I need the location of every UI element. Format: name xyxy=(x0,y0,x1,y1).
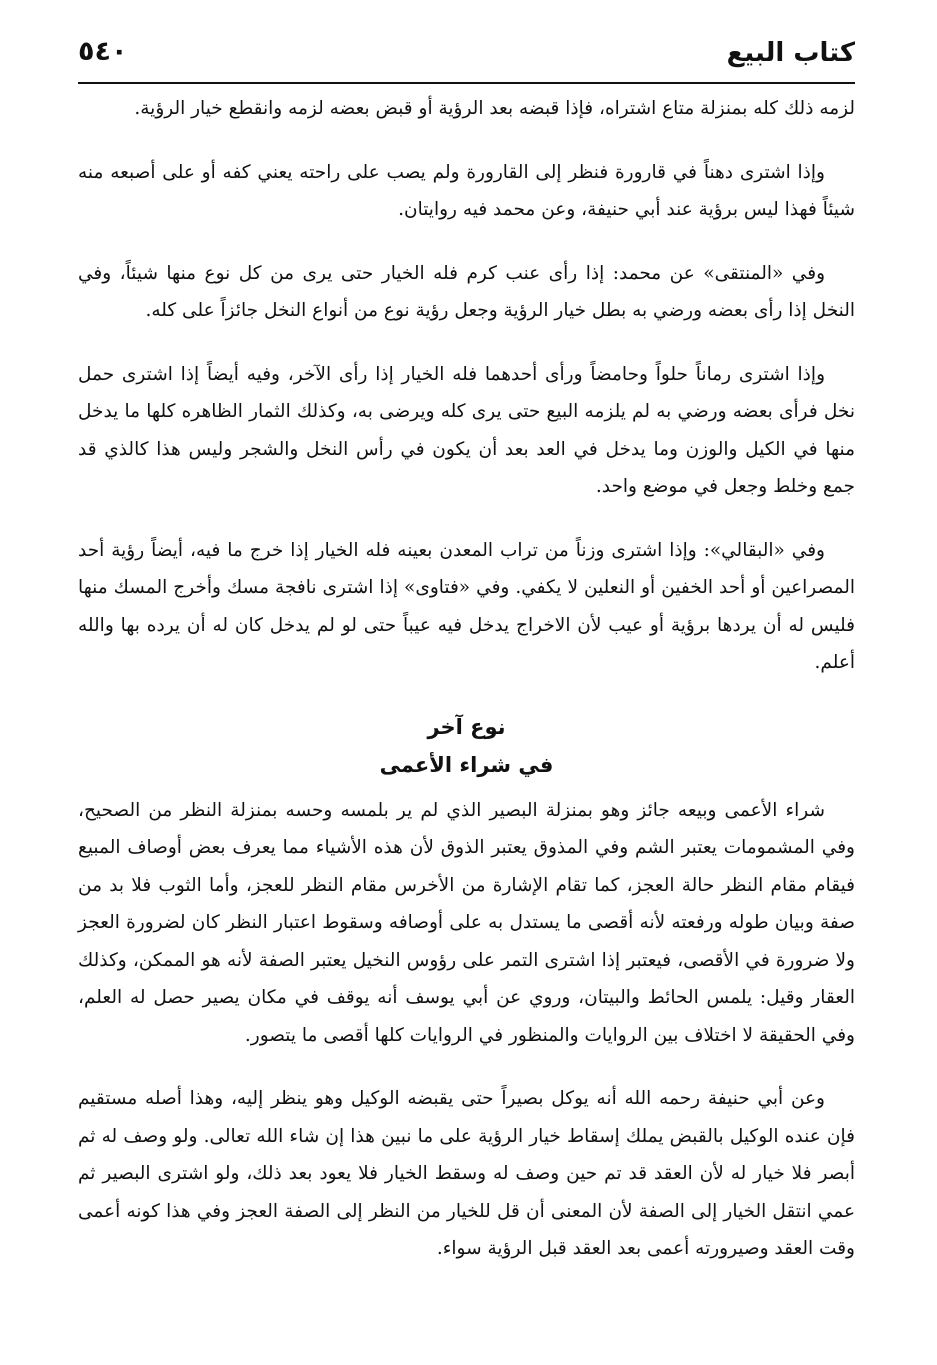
paragraph: وعن أبي حنيفة رحمه الله أنه يوكل بصيراً حتى يقبضه الوكيل وهو ينظر إليه، وهذا أصله مستقيم فإن عنده الوكيل بالقبض يملك إسقاط خيار الرؤية على ما نبين هذا إن شاء الله تعالى. ولو وصف له ثم أبصر فلا خيار له لأن العقد قد تم حين وصف له وسقط الخيار فلا يعود بعد ذلك، ولو اشترى البصير ثم عمي انتقل الخيار إلى الصفة لأن المعنى أن قل للخيار من النظر إلى الصفة العجز وفي هذا كونه أعمى وقت العقد وصيرورته أعمى بعد العقد قبل الرؤية سواء. xyxy=(78,1088,855,1259)
header-divider xyxy=(78,82,855,84)
paragraph: وإذا اشترى دهناً في قارورة فنظر إلى القارورة ولم يصب على راحته يعني كفه أو على أصبعه منه شيئاً فهذا ليس برؤية عند أبي حنيفة، وعن محمد فيه روايتان. xyxy=(78,161,855,220)
book-title: كتاب البيع xyxy=(726,38,855,68)
paragraph: وإذا اشترى رماناً حلواً وحامضاً ورأى أحدهما فله الخيار إذا رأى الآخر، وفيه أيضاً إذا اشترى حمل نخل فرأى بعضه ورضي به لم يلزمه البيع حتى يرى كله ويرضى به، وكذلك الثمار الظاهره كلها ما يدخل منها في الكيل والوزن وما يدخل في العد بعد أن يكون في رأس النخل والشجر وليس هذا كالذي قد جمع وخلط وجعل في موضع واحد. xyxy=(78,363,855,497)
page-number: ٥٤٠ xyxy=(78,36,128,67)
page-body xyxy=(78,90,855,1294)
paragraph: شراء الأعمى وبيعه جائز وهو بمنزلة البصير الذي لم ير بلمسه وحسه بمنزلة النظر من الصحيح، وفي المشمومات يعتبر الشم وفي المذوق يعتبر الذوق لأن هذه الأشياء مما يعرف بعض أوصاف المبيع فيقام مقام النظر حالة العجز، كما تقام الإشارة من الأخرس مقام النظر للعجز، وأما الثوب فلا بد من صفة وبيان طوله ورفعته لأنه أقصى ما يستدل به على أوصافه وسقوط اعتبار النظر كان لضرورة العجز ولا ضرورة في الأقصى، فيعتبر إذا اشترى التمر على رؤوس النخيل يعتبر الصفة لأنه هو الممكن، وكذلك العقار وقيل: يلمس الحائط والبيتان، وروي عن أبي يوسف أنه يوقف في مكان يصير حصل له العلم، وفي الحقيقة لا اختلاف بين الروايات والمنظور في الروايات كلها أقصى ما يتصور. xyxy=(78,799,855,1046)
section-heading-title: نوع آخر xyxy=(427,714,506,739)
paragraph: وفي «المنتقى» عن محمد: إذا رأى عنب كرم فله الخيار حتى يرى من كل نوع منها شيئاً، وفي النخل إذا رأى بعضه ورضي به بطل خيار الرؤية وجعل رؤية نوع من أنواع النخل جائزاً على كله. xyxy=(78,262,855,321)
page-header xyxy=(78,34,855,84)
section-heading-subtitle: في شراء الأعمى xyxy=(379,752,554,777)
paragraph: وفي «البقالي»: وإذا اشترى وزناً من تراب المعدن بعينه فله الخيار إذا خرج ما فيه، أيضاً رؤية أحد المصراعين أو أحد الخفين أو النعلين لا يكفي. وفي «فتاوى» إذا اشترى نافجة مسك وأخرج المسك منها فليس له أن يردها برؤية أو عيب لأن الاخراج يدخل فيه عيباً حتى لو لم يدخل كان له أن يرده بها والله أعلم. xyxy=(78,539,855,673)
paragraph: لزمه ذلك كله بمنزلة متاع اشتراه، فإذا قبضه بعد الرؤية أو قبض بعضه لزمه وانقطع خيار الرؤية. xyxy=(134,98,855,119)
